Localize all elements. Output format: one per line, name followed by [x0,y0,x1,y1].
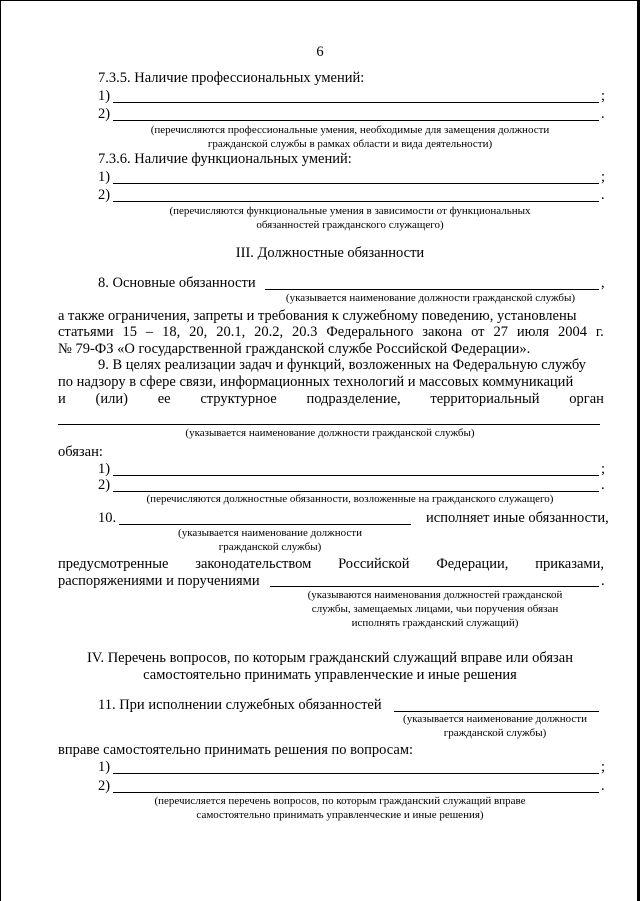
p8-line3 [58,324,604,340]
p8-line2: а также ограничения, запреты и требования к служебному поведению, установлены [58,308,577,324]
p11-note-line1: (указывается наименование должности [403,713,587,725]
p11-line2: вправе самостоятельно принимать решения по вопросам: [58,742,414,758]
p8-label: 8. Основные обязанности [98,275,256,291]
p8-line3-word: 2004 [557,324,587,340]
s735-item2-end: . [601,106,605,122]
duties-note: (перечисляются должностные обязанности, возложенные на гражданского служащего) [146,493,554,505]
decisions-item2-end: . [601,778,605,794]
p10-line2-word: законодательством [195,556,312,572]
p8-line3-word: Федерального [326,324,414,340]
p9-line3-word: и [58,391,66,407]
s735-item1-label: 1) [98,88,111,104]
decisions-item1-line [113,773,599,774]
section-3-heading: III. Должностные обязанности [235,245,425,261]
p10-line3-end: . [601,573,605,589]
p8-note: (указывается наименование должности гражданской службы) [285,292,576,304]
p10-line2 [58,556,604,572]
p8-line3-word: 18, [162,324,181,340]
s736-note-line2: обязанностей гражданского служащего) [256,219,444,231]
p9-line3-word: орган [569,391,604,407]
section-4-heading-line1: IV. Перечень вопросов, по которым гражданский служащий вправе или обязан [87,650,573,666]
duties-item2-line [113,491,599,492]
p8-line3-word: 20, [189,324,208,340]
p10-tail: исполняет иные обязанности, [426,510,609,526]
p10-note2-line1: (указываются наименования должностей гражданской [307,589,563,601]
s736-item1-end: ; [601,169,606,185]
s736-item1-label: 1) [98,169,111,185]
p8-line3-word: 27 [493,324,508,340]
p8-line3-word: 15 [122,324,137,340]
p9-line3-word: (или) [95,391,128,407]
p9-line3-word: подразделение, [306,391,401,407]
p11-fill-line [394,711,599,712]
p9-line3-word: структурное [200,391,277,407]
decisions-note-line1: (перечисляется перечень вопросов, по которым гражданский служащий вправе [154,795,526,807]
s736-item2-end: . [601,187,605,203]
p9-line1: 9. В целях реализации задач и функций, возложенных на Федеральную службу [98,357,586,373]
p11-label: 11. При исполнении служебных обязанностей [98,697,382,713]
p10-note2-line2: службы, замещаемых лицами, чьи поручения обязан [311,603,559,615]
page-number: 6 [316,44,324,60]
s736-item2-label: 2) [98,187,111,203]
p10-line3: распоряжениями и поручениями [58,573,260,589]
decisions-item1-end: ; [601,759,606,775]
s735-item1-line [113,102,599,103]
duties-item1-label: 1) [98,461,111,477]
section-735-title: 7.3.5. Наличие профессиональных умений: [98,70,365,86]
section-736-title: 7.3.6. Наличие функциональных умений: [98,151,352,167]
p10-line2-word: предусмотренные [58,556,169,572]
decisions-item1-label: 1) [98,759,111,775]
p8-fill-line [265,289,599,290]
p8-line3-word: июля [516,324,550,340]
p10-line3-fill [270,586,599,587]
p9-line3-word: ее [157,391,171,407]
duties-item2-end: . [601,477,605,493]
p8-line3-word: – [145,324,154,340]
scan-edge-left [0,0,1,901]
p10-note2-line3: исполнять гражданский служащий) [351,617,519,629]
p9-line3 [58,391,604,407]
p9-line2: по надзору в сфере связи, информационных технологий и массовых коммуникаций [58,374,574,390]
s735-note-line1: (перечисляются профессиональные умения, необходимые для замещения должности [150,124,550,136]
scan-edge-top [0,0,640,1]
p10-line2-word: Российской [338,556,410,572]
duties-item1-line [113,475,599,476]
p8-line3-word: 20.3 [292,324,318,340]
p10-line2-word: приказами, [535,556,604,572]
decisions-item2-label: 2) [98,778,111,794]
p10-label: 10. [98,510,117,526]
p8-end: , [601,275,605,291]
obligated-label: обязан: [58,444,103,460]
section-4-heading-line2: самостоятельно принимать управленческие и иные решения [143,667,517,683]
p8-line3-word: 20.1, [216,324,246,340]
p11-note-line2: гражданской службы) [443,727,547,739]
p8-line4: № 79-ФЗ «О государственной гражданской службе Российской Федерации». [58,341,531,357]
p9-note: (указывается наименование должности гражданской службы) [185,427,475,439]
p10-note-line2: гражданской службы) [218,541,322,553]
p10-fill-line [119,524,411,525]
s736-item2-line [113,201,599,202]
duties-item1-end: ; [601,461,606,477]
duties-item2-label: 2) [98,477,111,493]
p8-line3-word: закона [422,324,463,340]
p9-fill-line [58,424,600,425]
decisions-item2-line [113,792,599,793]
p8-line3-word: г. [595,324,604,340]
s736-item1-line [113,183,599,184]
s735-item1-end: ; [601,88,606,104]
decisions-note-line2: самостоятельно принимать управленческие и иные решения) [196,809,484,821]
p10-line2-word: Федерации, [436,556,509,572]
p8-line3-word: статьями [58,324,114,340]
s735-item2-label: 2) [98,106,111,122]
p10-note-line1: (указывается наименование должности [178,527,362,539]
s735-item2-line [113,120,599,121]
p9-line3-word: территориальный [430,391,540,407]
p8-line3-word: от [471,324,485,340]
p8-line3-word: 20.2, [254,324,284,340]
s735-note-line2: гражданской службы в рамках области и вида деятельности) [207,138,493,150]
s736-note-line1: (перечисляются функциональные умения в зависимости от функциональных [169,205,531,217]
